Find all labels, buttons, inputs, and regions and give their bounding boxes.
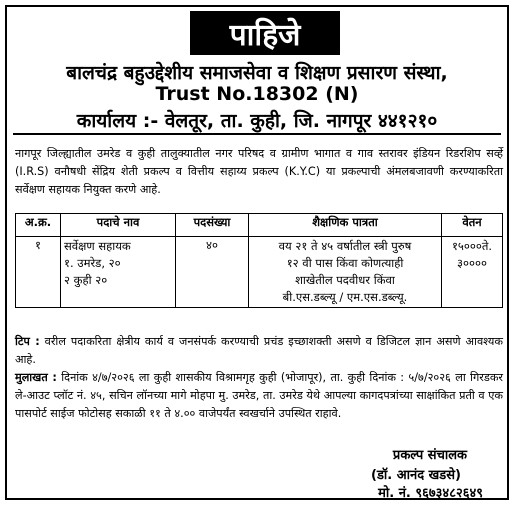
col-header-salary: वेतन bbox=[442, 214, 503, 237]
org-name: बालचंद्र बहुउद्देशीय समाजसेवा व शिक्षण प्रसारण संस्था, bbox=[66, 62, 448, 84]
table-row bbox=[16, 237, 503, 308]
intro-paragraph: नागपूर जिल्ह्यातील उमरेड व कुही तालुक्यातील नगर परिषद व ग्रामीण भागात व गाव स्तरावर इंडियन रिडरशिप सर्व्हे (I.R.S) वनौषधी सेंद्रिय शेती प्रकल्प व वित्तीय सहाय्य प्रकल्प (K.Y.C) या प्रकल्पाची अंमलबजावणी करण्याकरिता सर्वेक्षण सहायक नियुक्त करणे आहे. bbox=[15, 147, 503, 196]
pay-line: ३०००० bbox=[457, 256, 487, 270]
cell-count: ४० bbox=[176, 237, 249, 308]
qual-line: वय २१ ते ४५ वर्षातील स्त्री पुरुष bbox=[278, 239, 412, 253]
post-line: सर्वेक्षण सहायक bbox=[64, 239, 131, 253]
signatory-name: (डॉ. आनंद खडसे) bbox=[371, 468, 461, 483]
table-header-row bbox=[16, 214, 503, 237]
interview-text: दिनांक ४/७/२०२६ ला कुही शासकीय विश्रामगृह कुही (भोजापूर), ता. कुही दिनांक : ५/७/२०२६ ला गिरडकर ले-आउट प्लॉट नं. ४५, सचिन लॉनच्या मागे मोहपा मु. उमरेड, ता. उमरेड येथे आपल्या कागदपत्रांच्या साक्षांकित प्रती व एक पासपोर्ट साईज फोटोसह सकाळी ११ ते ४.०० वाजेपर्यंत स्वखर्चाने उपस्थित राहावे. bbox=[15, 371, 503, 420]
cell-qualification bbox=[249, 237, 442, 308]
col-header-qualification: शैक्षणिक पात्रता bbox=[249, 214, 442, 237]
col-header-count: पदसंख्या bbox=[176, 214, 249, 237]
qual-line: १२ वी पास किंवा कोणत्याही bbox=[286, 256, 404, 270]
office-address: कार्यालय :- वेलतूर, ता. कुही, जि. नागपूर ४४१२१० bbox=[76, 110, 438, 132]
tip-paragraph bbox=[15, 333, 503, 369]
cell-sr: १ bbox=[16, 237, 61, 308]
notes-section bbox=[15, 333, 503, 423]
post-line: २ कुही २० bbox=[64, 273, 108, 287]
interview-label: मुलाखत : bbox=[15, 371, 57, 384]
tip-text: वरील पदाकरिता क्षेत्रीय कार्य व जनसंपर्क करण्याची प्रचंड इच्छाशक्ती असणे व डिजिटल ज्ञान असणे आवश्यक आहे. bbox=[15, 335, 503, 366]
interview-paragraph bbox=[15, 369, 503, 423]
banner-title: पाहिजे bbox=[190, 11, 340, 55]
signatory-role: प्रकल्प संचालक bbox=[392, 448, 467, 463]
vacancy-table bbox=[15, 213, 503, 308]
contact-phone: मो. नं. ९६७३४८२६४९ bbox=[378, 486, 483, 501]
divider bbox=[13, 133, 501, 135]
post-line: १. उमरेड, २० bbox=[64, 256, 121, 270]
cell-post bbox=[61, 237, 176, 308]
tip-label: टिप : bbox=[15, 335, 40, 348]
trust-number: Trust No.18302 (N) bbox=[155, 83, 359, 105]
advertisement bbox=[5, 5, 509, 500]
col-header-post: पदाचे नाव bbox=[61, 214, 176, 237]
qual-line: शाखेतील पदवीधर किंवा bbox=[295, 273, 395, 287]
cell-salary bbox=[442, 237, 503, 308]
pay-line: १५०००ते. bbox=[451, 239, 493, 253]
col-header-sr: अ.क्र. bbox=[16, 214, 61, 237]
qual-line: बी.एस.डब्ल्यू / एम.एस.डब्ल्यू. bbox=[282, 290, 408, 304]
